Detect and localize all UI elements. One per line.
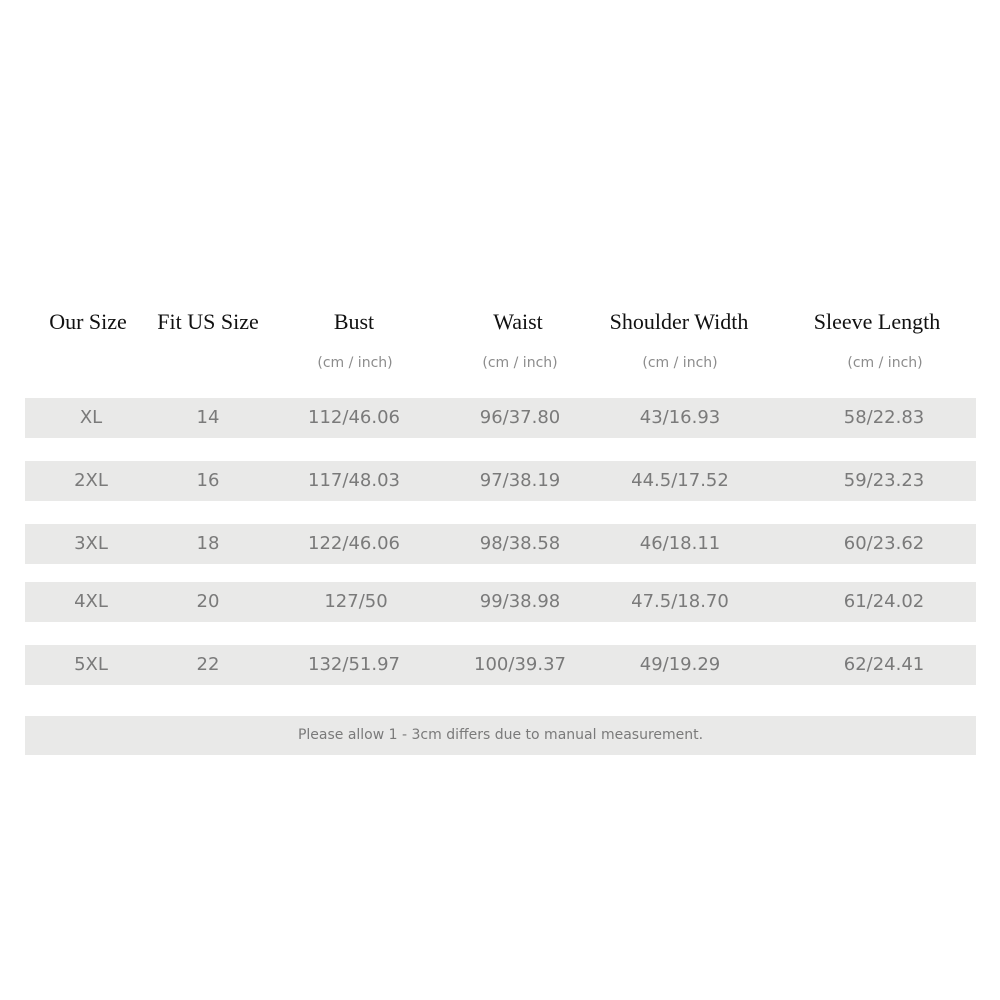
cell-sleeve-length: 62/24.41 [843,654,925,675]
cell-our-size: 4XL [74,591,108,612]
cell-our-size: 2XL [74,470,108,491]
measurement-note [25,716,976,755]
cell-shoulder-width: 46/18.11 [639,533,721,554]
unit-shoulder-width: (cm / inch) [642,355,718,371]
cell-sleeve-length: 58/22.83 [843,407,925,428]
cell-fit-us-size: 16 [196,470,220,491]
table-row [25,524,976,564]
cell-sleeve-length: 60/23.62 [843,533,925,554]
cell-sleeve-length: 61/24.02 [843,591,925,612]
cell-sleeve-length: 59/23.23 [843,470,925,491]
table-row [25,398,976,438]
header-waist: Waist [493,309,543,334]
cell-fit-us-size: 14 [196,407,220,428]
unit-sleeve-length: (cm / inch) [847,355,923,371]
cell-bust: 117/48.03 [308,470,400,491]
cell-shoulder-width: 47.5/18.70 [631,591,729,612]
table-row [25,645,976,685]
cell-shoulder-width: 43/16.93 [639,407,721,428]
cell-bust: 127/50 [324,591,388,612]
cell-waist: 99/38.98 [479,591,561,612]
cell-shoulder-width: 44.5/17.52 [631,470,729,491]
cell-waist: 97/38.19 [479,470,561,491]
header-bust: Bust [333,309,375,334]
cell-waist: 100/39.37 [474,654,566,675]
unit-waist: (cm / inch) [482,355,558,371]
cell-fit-us-size: 20 [196,591,220,612]
cell-bust: 132/51.97 [308,654,400,675]
cell-waist: 98/38.58 [479,533,561,554]
header-fit-us-size: Fit US Size [157,309,259,334]
table-row [25,461,976,501]
cell-our-size: 5XL [74,654,108,675]
cell-bust: 122/46.06 [308,533,400,554]
cell-waist: 96/37.80 [479,407,561,428]
cell-our-size: 3XL [74,533,108,554]
cell-our-size: XL [79,407,103,428]
measurement-note-text: Please allow 1 - 3cm differs due to manual measurement. [297,727,704,743]
header-our-size: Our Size [49,309,127,334]
cell-fit-us-size: 22 [196,654,220,675]
header-sleeve-length: Sleeve Length [813,309,941,334]
cell-fit-us-size: 18 [196,533,220,554]
unit-bust: (cm / inch) [317,355,393,371]
cell-bust: 112/46.06 [308,407,400,428]
table-row [25,582,976,622]
header-shoulder-width: Shoulder Width [609,309,749,334]
cell-shoulder-width: 49/19.29 [639,654,721,675]
